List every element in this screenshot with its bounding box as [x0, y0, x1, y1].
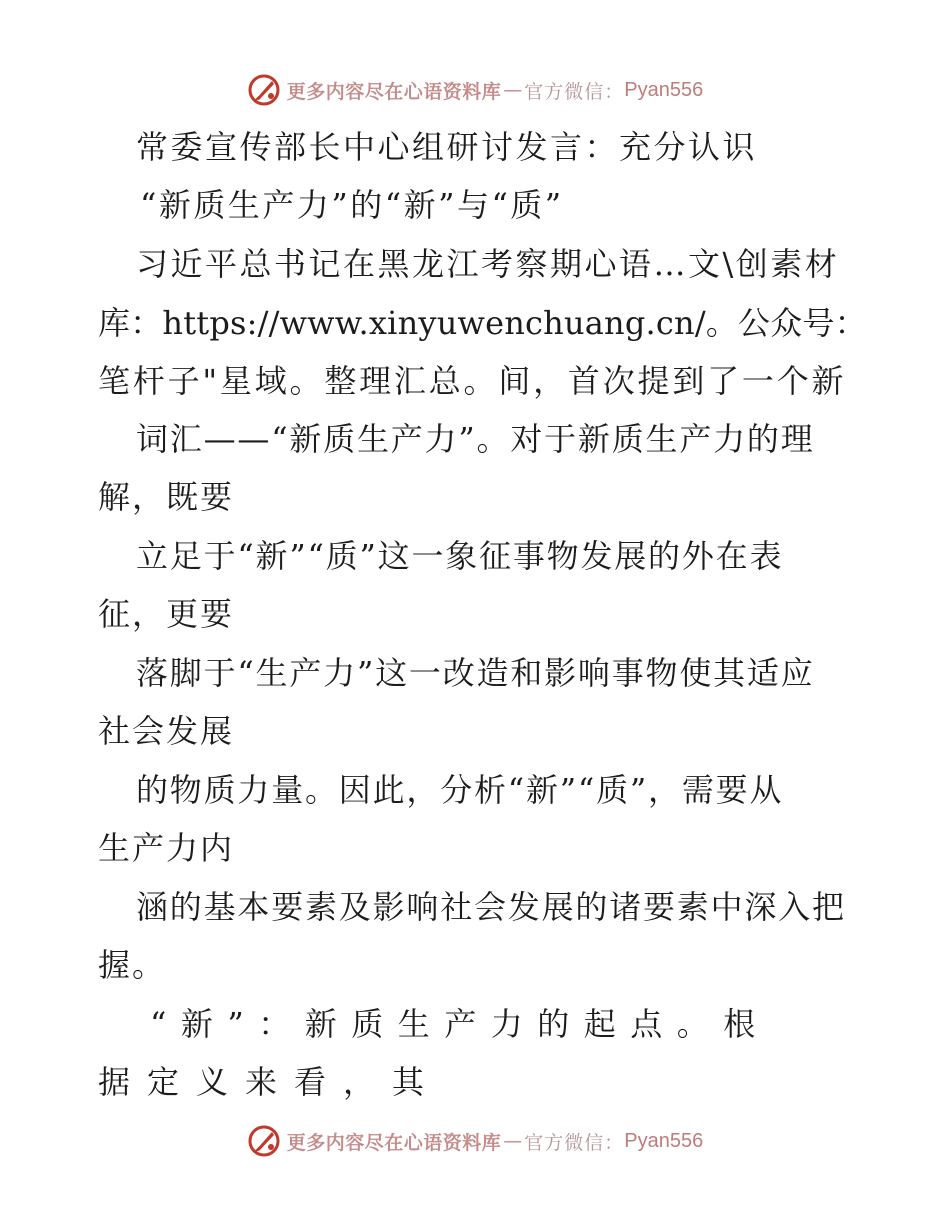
body-line: 落脚于“生产力”这一改造和影响事物使其适应	[136, 654, 815, 692]
quill-logo-icon	[247, 73, 281, 107]
body-line: 笔杆子"星域。整理汇总。间，首次提到了一个新	[98, 362, 847, 400]
watermark-separator: —	[503, 79, 523, 101]
header-watermark	[0, 70, 950, 110]
watermark-id: Pyan556	[624, 78, 704, 101]
title-line-1: 常委宣传部长中心组研讨发言：充分认识	[136, 128, 758, 166]
watermark-label: 官方微信：	[524, 80, 625, 103]
body-line: 库：https://www.xinyuwenchuang.cn/。公众号：	[98, 304, 867, 342]
body-line: 立足于“新”“质”这一象征事物发展的外在表	[136, 537, 784, 575]
watermark-separator: —	[503, 1130, 523, 1152]
body-line: 习近平总书记在黑龙江考察期心语…文\创素材	[136, 245, 840, 283]
body-line: 词汇——“新质生产力”。对于新质生产力的理	[136, 420, 815, 458]
body-line: 解，既要	[98, 478, 235, 516]
body-line: 涵的基本要素及影响社会发展的诸要素中深入把	[136, 888, 846, 926]
body-line: 生产力内	[98, 829, 235, 867]
body-line: “新”：新质生产力的起点。根	[150, 1005, 770, 1043]
body-line: 握。	[98, 946, 167, 984]
quill-logo-icon	[247, 1124, 281, 1158]
footer-watermark	[0, 1121, 950, 1161]
body-line: 的物质力量。因此，分析“新”“质”，需要从	[136, 771, 784, 809]
watermark-text: 更多内容尽在心语资料库	[286, 80, 502, 103]
watermark-id: Pyan556	[624, 1129, 704, 1152]
body-line: 征，更要	[98, 595, 235, 633]
watermark-label: 官方微信：	[524, 1131, 625, 1154]
watermark-text: 更多内容尽在心语资料库	[286, 1131, 502, 1154]
title-line-2: “新质生产力”的“新”与“质”	[140, 186, 564, 224]
body-line: 据定义来看，其	[98, 1063, 442, 1101]
body-line: 社会发展	[98, 712, 235, 750]
